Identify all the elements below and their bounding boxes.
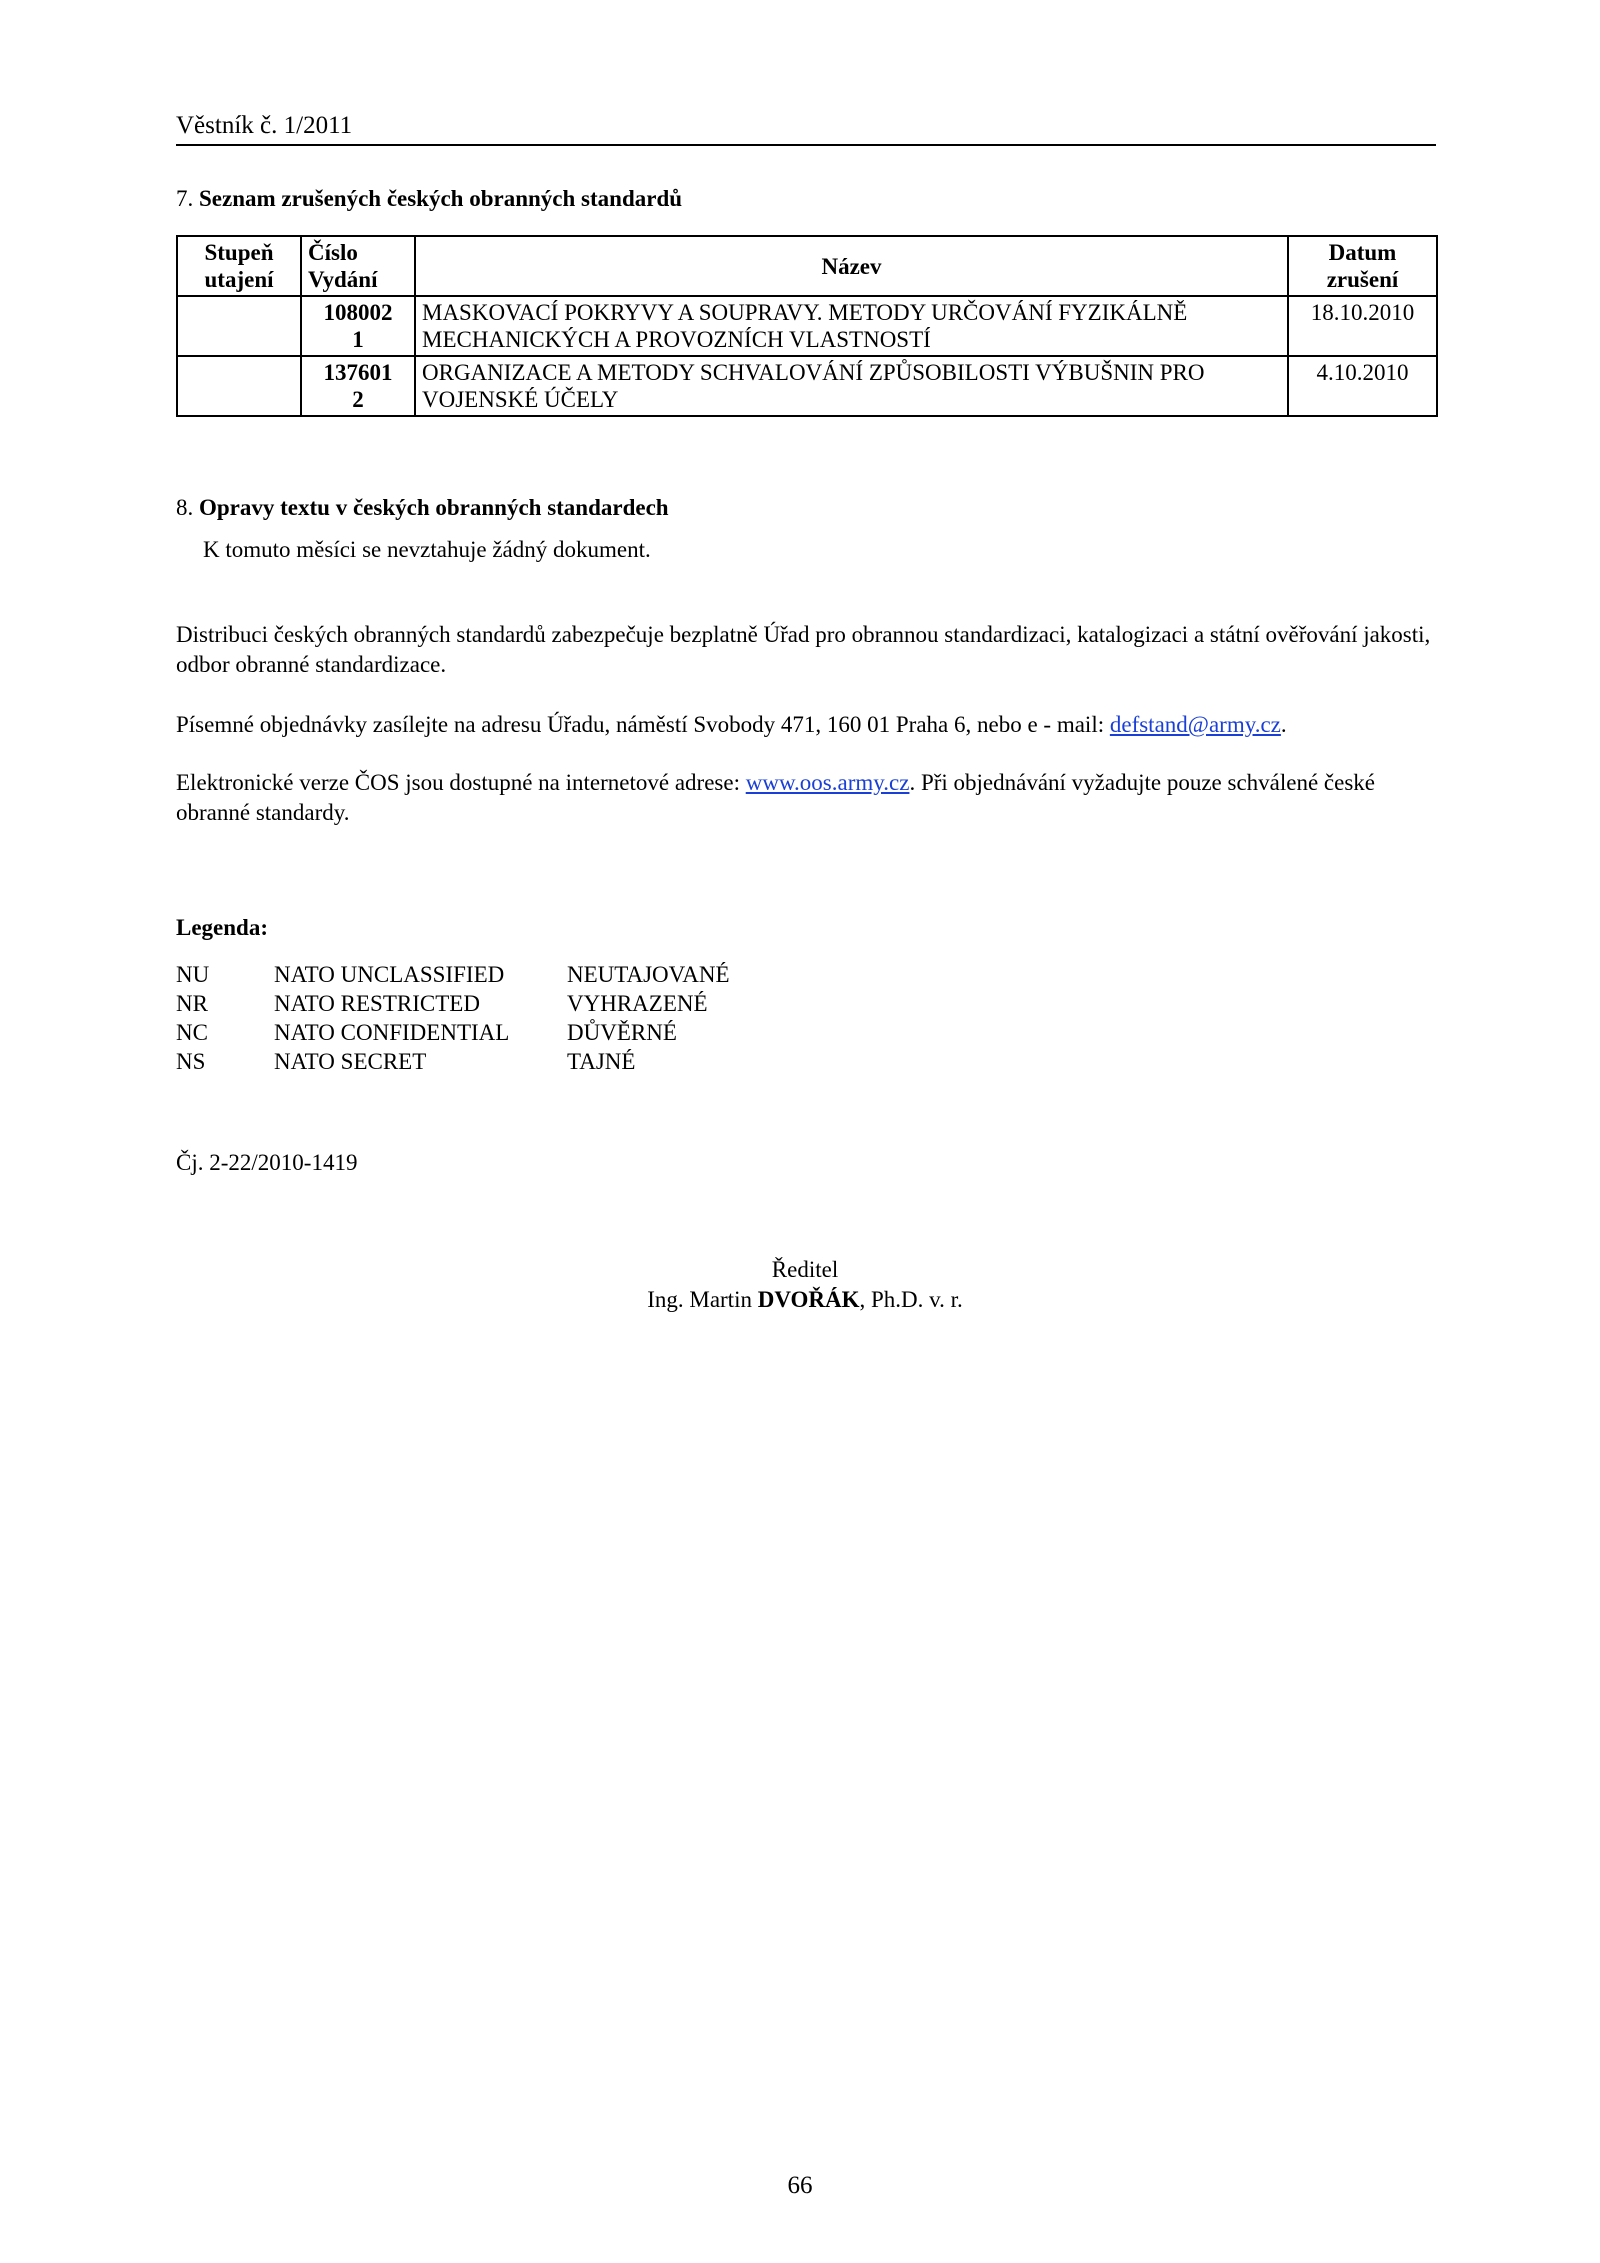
section-7-heading: Seznam zrušených českých obranných standardů: [199, 186, 683, 211]
section-8-text: K tomuto měsíci se nevztahuje žádný dokument.: [203, 537, 651, 562]
table-row: [177, 356, 1437, 416]
header-number: Číslo Vydání: [301, 236, 415, 296]
table-header-row: [177, 236, 1437, 296]
signature-role: Ředitel: [771, 1257, 839, 1282]
reference-number: Čj. 2-22/2010-1419: [176, 1150, 358, 1175]
orders-paragraph: Písemné objednávky zasílejte na adresu Úřadu, náměstí Svobody 471, 160 01 Praha 6, nebo e - mail: defstand@army.cz.: [176, 712, 1287, 737]
page-number: 66: [787, 2172, 813, 2199]
page-header: Věstník č. 1/2011: [176, 112, 1436, 146]
cell-level: [177, 296, 301, 356]
cell-number: 137601 2: [301, 356, 415, 416]
legend-item: NS NATO SECRET TAJNÉ: [176, 1049, 636, 1074]
website-link[interactable]: www.oos.army.cz: [745, 770, 910, 795]
header-date: Datum zrušení: [1288, 236, 1437, 296]
cell-name: ORGANIZACE A METODY SCHVALOVÁNÍ ZPŮSOBILOSTI VÝBUŠNIN PRO VOJENSKÉ ÚČELY: [415, 356, 1288, 416]
email-link[interactable]: defstand@army.cz: [1109, 712, 1281, 737]
legend-item: NR NATO RESTRICTED VYHRAZENÉ: [176, 991, 708, 1016]
section-8-number: 8.: [176, 495, 194, 520]
distribution-paragraph: Distribuci českých obranných standardů zabezpečuje bezplatně Úřad pro obrannou standardizaci, katalogizaci a státní ověřování jakosti, odbor obranné standardizace.: [176, 622, 1431, 677]
legend-title: Legenda:: [176, 915, 268, 940]
section-7-title: [176, 186, 682, 212]
cell-name: MASKOVACÍ POKRYVY A SOUPRAVY. METODY URČOVÁNÍ FYZIKÁLNĚ MECHANICKÝCH A PROVOZNÍCH VLASTNOSTÍ: [415, 296, 1288, 356]
header-level: Stupeň utajení: [177, 236, 301, 296]
legend-item: NC NATO CONFIDENTIAL DŮVĚRNÉ: [176, 1020, 677, 1045]
section-8-title: [176, 495, 669, 521]
cell-date: 4.10.2010: [1288, 356, 1437, 416]
signature-block: [500, 1255, 1110, 1315]
legend-item: NU NATO UNCLASSIFIED NEUTAJOVANÉ: [176, 962, 730, 987]
cell-date: 18.10.2010: [1288, 296, 1437, 356]
section-8-heading: Opravy textu v českých obranných standardech: [199, 495, 669, 520]
legend-list: [176, 960, 730, 1076]
cell-number: 108002 1: [301, 296, 415, 356]
table-row: [177, 296, 1437, 356]
electronic-paragraph: Elektronické verze ČOS jsou dostupné na internetové adrese: www.oos.army.cz. Při objednávání vyžadujte pouze schválené české obranné standardy.: [176, 770, 1376, 825]
signature-name: Ing. Martin DVOŘÁK, Ph.D. v. r.: [647, 1287, 963, 1312]
cancelled-standards-table: [176, 235, 1438, 417]
cell-level: [177, 356, 301, 416]
header-name: Název: [415, 236, 1288, 296]
section-7-number: 7.: [176, 186, 194, 211]
